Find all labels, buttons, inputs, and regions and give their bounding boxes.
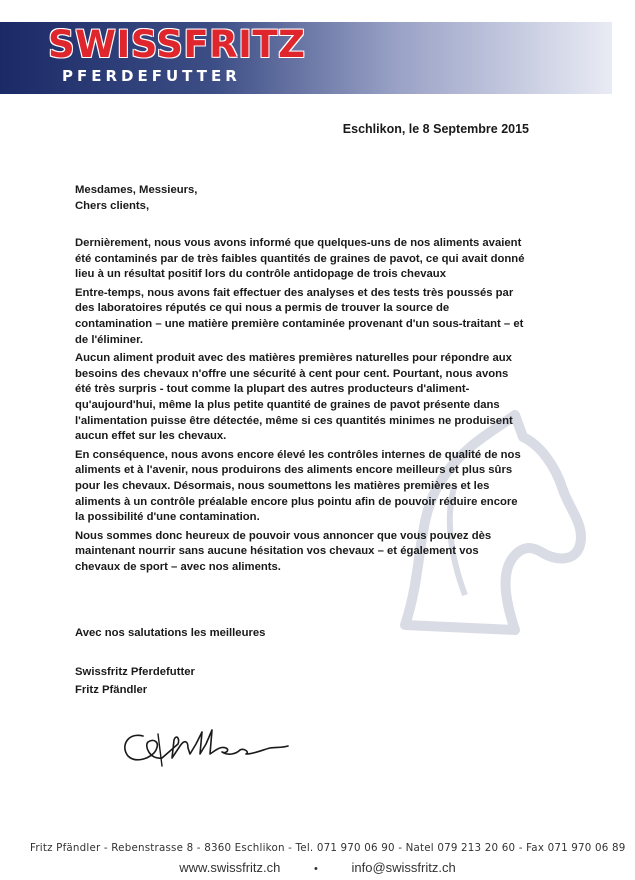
sender-name: Fritz Pfändler: [75, 683, 148, 696]
footer-contact: [0, 860, 635, 875]
email-link[interactable]: info@swissfritz.ch: [351, 860, 456, 875]
footer-separator: •: [314, 863, 318, 875]
sender-company: Swissfritz Pferdefutter: [75, 666, 195, 678]
body-paragraph: Nous sommes donc heureux de pouvoir vous annoncer que vous pouvez dès maintenant nourrir sans aucune hésitation vos chevaux – et également vos chevaux de sport – avec nos aliments.: [75, 529, 492, 573]
website-link[interactable]: www.swissfritz.ch: [179, 860, 281, 875]
body-paragraph: Entre-temps, nous avons fait effectuer des analyses et des tests très poussés par des laboratoires réputés ce qui nous a permis de trouver la source de contamination – une matière première contaminée provenant d'un sous-traitant – et de l'éliminer.: [75, 286, 524, 346]
logo-brand: SWISSFRITZ: [48, 23, 306, 66]
salutation-line: Mesdames, Messieurs,: [75, 184, 198, 196]
signature-image: [118, 714, 298, 774]
letter-date: Eschlikon, le 8 Septembre 2015: [342, 122, 529, 136]
closing-line: Avec nos salutations les meilleures: [75, 627, 266, 639]
body-paragraph: En conséquence, nous avons encore élevé les contrôles internes de qualité de nos aliments et à l'avenir, nous produirons des aliments encore meilleurs et plus sûrs pour les chevaux. Désormais, nous soumettons les matières premières et les aliments à un contrôle préalable encore plus pointu afin de pouvoir réduire encore la possibilité d'une contamination.: [75, 448, 521, 524]
body-paragraph: Aucun aliment produit avec des matières premières naturelles pour répondre aux besoins des chevaux n'offre une sécurité à cent pour cent. Pourtant, nous avons été très surpris - tout comme la plupart des autres producteurs d'aliment- qu'aujourd'hui, même la plus petite quantité de graines de pavot présente dans l'alimentation puisse être détectée, même si ces quantités minimes ne produisent aucun effet sur les chevaux.: [75, 352, 513, 443]
footer-address: Fritz Pfändler - Rebenstrasse 8 - 8360 Eschlikon - Tel. 071 970 06 90 - Natel 079 213 20 60 - Fax 071 970 06 89: [30, 842, 626, 854]
body-paragraph: Dernièrement, nous vous avons informé que quelques-uns de nos aliments avaient été contaminés par de très faibles quantités de graines de pavot, ce qui avait donné lieu à un résultat positif lors du contrôle antidopage de trois chevaux: [75, 237, 525, 281]
logo-subtitle: PFERDEFUTTER: [62, 67, 241, 85]
salutation: [75, 183, 525, 214]
letter-body: [75, 236, 525, 578]
sender-block: [75, 665, 525, 698]
salutation-line: Chers clients,: [75, 199, 150, 212]
company-logo: [48, 23, 306, 85]
